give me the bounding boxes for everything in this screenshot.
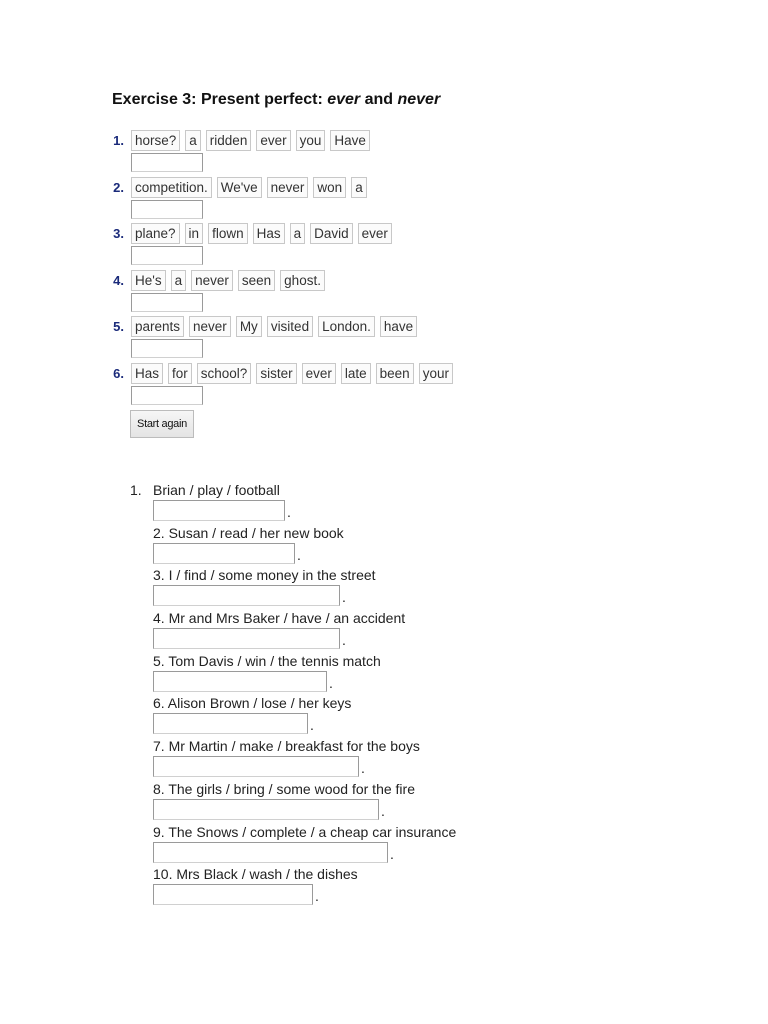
word-chip[interactable]: Has [253, 223, 285, 244]
title-and: and [360, 91, 398, 108]
sentence-item [130, 650, 610, 693]
word-chip[interactable]: a [171, 270, 187, 291]
word-chip-row [131, 177, 367, 198]
answer-drop-box[interactable] [131, 293, 203, 312]
sentence-exercise-list [130, 479, 610, 906]
word-chip[interactable]: seen [238, 270, 275, 291]
sentence-prompt: 3. I / find / some money in the street [153, 567, 376, 584]
sentence-item [130, 863, 610, 906]
word-chip[interactable]: ever [256, 130, 290, 151]
word-chip[interactable]: plane? [131, 223, 180, 244]
sentence-item [130, 778, 610, 821]
word-chip[interactable]: never [267, 177, 309, 198]
exercise-number: 5. [113, 319, 124, 335]
word-chip[interactable]: ghost. [280, 270, 325, 291]
word-chip[interactable]: in [185, 223, 204, 244]
sentence-answer-input[interactable] [153, 671, 327, 692]
exercise-number: 2. [113, 179, 124, 195]
exercise-item [104, 177, 524, 224]
title-ever: ever [327, 91, 361, 108]
word-chip[interactable]: a [185, 130, 201, 151]
word-chip[interactable]: My [236, 316, 262, 337]
word-chip[interactable]: late [341, 363, 371, 384]
sentence-item [130, 692, 610, 735]
title-never: never [397, 91, 441, 108]
word-chip-row [131, 223, 392, 244]
word-chip[interactable]: your [419, 363, 453, 384]
word-chip-row [131, 316, 417, 337]
sentence-period: . [310, 717, 314, 734]
exercise-number: 4. [113, 272, 124, 288]
sentence-item [130, 479, 610, 522]
word-chip[interactable]: a [290, 223, 306, 244]
sentence-item [130, 735, 610, 778]
word-chip[interactable]: a [351, 177, 367, 198]
sentence-answer-input[interactable] [153, 585, 340, 606]
answer-drop-box[interactable] [131, 246, 203, 265]
word-chip[interactable]: flown [208, 223, 248, 244]
sentence-period: . [342, 632, 346, 649]
word-chip[interactable]: you [296, 130, 326, 151]
sentence-item [130, 564, 610, 607]
sentence-item [130, 607, 610, 650]
sentence-period: . [329, 674, 333, 691]
word-chip[interactable]: We've [217, 177, 262, 198]
word-chip[interactable]: school? [197, 363, 252, 384]
sentence-prompt: 10. Mrs Black / wash / the dishes [153, 866, 358, 883]
exercise-item [104, 316, 524, 363]
word-chip[interactable]: ever [302, 363, 336, 384]
sentence-prompt: 5. Tom Davis / win / the tennis match [153, 652, 381, 669]
sentence-answer-input[interactable] [153, 543, 295, 564]
sentence-period: . [297, 546, 301, 563]
title-prefix: Exercise 3: Present perfect: [112, 91, 328, 108]
exercise-item [104, 363, 524, 410]
word-chip-row [131, 130, 370, 151]
exercise-number: 6. [113, 365, 124, 381]
sentence-answer-input[interactable] [153, 884, 313, 905]
sentence-prompt: 4. Mr and Mrs Baker / have / an accident [153, 610, 406, 627]
word-chip[interactable]: parents [131, 316, 184, 337]
sentence-prompt: 9. The Snows / complete / a cheap car insurance [153, 823, 457, 840]
word-chip[interactable]: He's [131, 270, 166, 291]
sentence-prompt: 6. Alison Brown / lose / her keys [153, 695, 352, 712]
word-chip[interactable]: never [189, 316, 231, 337]
sentence-item [130, 821, 610, 864]
word-chip[interactable]: won [313, 177, 346, 198]
sentence-period: . [390, 845, 394, 862]
sentence-prompt: 2. Susan / read / her new book [153, 524, 344, 541]
answer-drop-box[interactable] [131, 200, 203, 219]
exercise-title [112, 91, 440, 109]
exercise-item [104, 223, 524, 270]
sentence-period: . [381, 802, 385, 819]
sentence-number: 1. [130, 482, 142, 498]
word-chip[interactable]: have [380, 316, 417, 337]
sentence-item [130, 522, 610, 565]
sentence-period: . [315, 888, 319, 905]
word-chip[interactable]: David [310, 223, 353, 244]
sentence-period: . [342, 589, 346, 606]
word-chip[interactable]: London. [318, 316, 375, 337]
answer-drop-box[interactable] [131, 386, 203, 405]
sentence-answer-input[interactable] [153, 628, 340, 649]
start-again-button[interactable]: Start again [130, 410, 194, 438]
word-chip-row [131, 363, 453, 384]
word-chip[interactable]: competition. [131, 177, 212, 198]
sentence-answer-input[interactable] [153, 500, 285, 521]
sentence-period: . [287, 504, 291, 520]
word-chip[interactable]: sister [256, 363, 296, 384]
exercise-number: 1. [113, 133, 124, 148]
sentence-answer-input[interactable] [153, 842, 388, 863]
word-chip[interactable]: visited [267, 316, 313, 337]
answer-drop-box[interactable] [131, 153, 203, 172]
answer-drop-box[interactable] [131, 339, 203, 358]
word-chip-row [131, 270, 325, 291]
sentence-prompt: 7. Mr Martin / make / breakfast for the boys [153, 738, 420, 755]
sentence-answer-input[interactable] [153, 756, 359, 777]
word-chip[interactable]: Have [330, 130, 370, 151]
sentence-prompt: 8. The girls / bring / some wood for the fire [153, 780, 415, 797]
word-chip[interactable]: horse? [131, 130, 180, 151]
sentence-period: . [361, 760, 365, 777]
word-chip[interactable]: been [376, 363, 414, 384]
word-chip[interactable]: ever [358, 223, 392, 244]
word-chip[interactable]: never [191, 270, 233, 291]
sentence-prompt: Brian / play / football [153, 482, 280, 498]
exercise-item [104, 270, 524, 317]
exercise-number: 3. [113, 226, 124, 242]
word-order-exercise-list [104, 130, 524, 410]
word-chip[interactable]: Has [131, 363, 163, 384]
word-chip[interactable]: ridden [206, 130, 252, 151]
sentence-answer-input[interactable] [153, 799, 379, 820]
exercise-item [104, 130, 524, 177]
sentence-answer-input[interactable] [153, 713, 308, 734]
word-chip[interactable]: for [168, 363, 192, 384]
